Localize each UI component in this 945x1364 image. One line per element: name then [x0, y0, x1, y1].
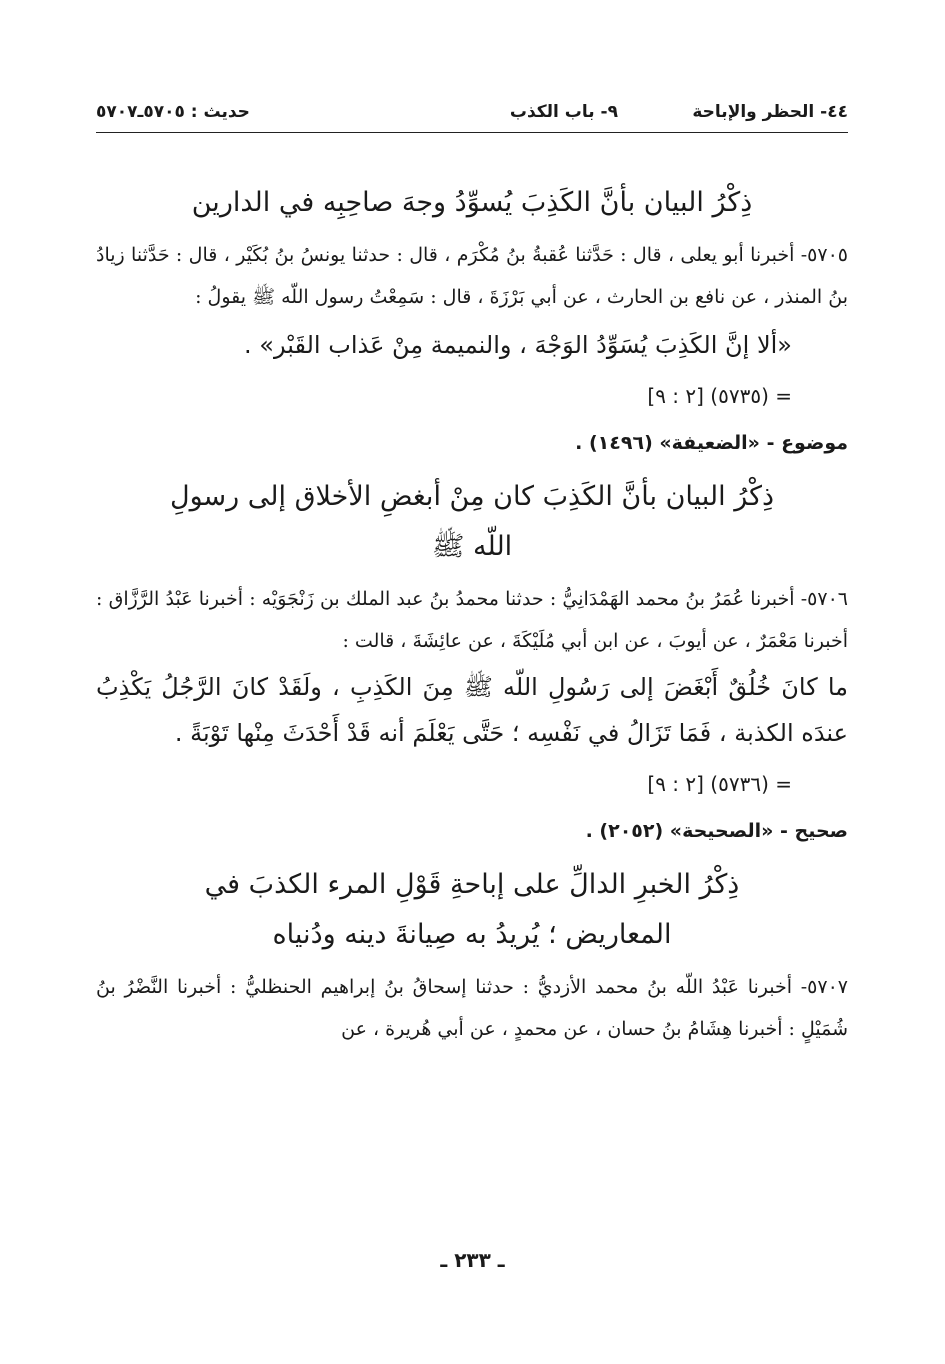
- section-title-line: اللّه ﷺ: [431, 531, 513, 562]
- isnad-paragraph: ٥٧٠٦- أخبرنا عُمَرُ بنُ محمد الهَمْدَانِيُّ : حدثنا محمدُ بنُ عبد الملك بن زَنْجَوَيْه : أخبرنا عَبْدُ الرَّزَّاق : أخبرنا مَعْمَرٌ ، عن أيوبَ ، عن ابن أبي مُلَيْكَةَ ، عن عائِشَةَ ، قالت :: [96, 588, 848, 652]
- isnad-paragraph: ٥٧٠٥- أخبرنا أبو يعلى ، قال : حَدَّثنا عُقبةُ بنُ مُكْرَم ، قال : حدثنا يونسُ بنُ بُكَيْر ، قال : حَدَّثنا زيادُ بنُ المنذر ، عن نافع بن الحارث ، عن أبي بَرْزَةَ ، قال : سَمِعْتُ رسول اللّه ﷺ يقولُ :: [96, 244, 848, 308]
- section-title-line: المعاريض ؛ يُريدُ به صِيانةَ دينه ودُنياه: [272, 919, 672, 950]
- grading: موضوع - «الضعيفة» (١٤٩٦) .: [575, 432, 848, 454]
- hadith-range: حديث : ٥٧٠٥ـ٥٧٠٧: [96, 102, 250, 122]
- isnad-paragraph: ٥٧٠٧- أخبرنا عَبْدُ اللّه بنُ محمد الأزديُّ : حدثنا إسحاقُ بنُ إبراهيم الحنظليُّ : أخبرنا النَّضْرُ بنُ شُمَيْلٍ : أخبرنا هِشَامُ بنُ حسان ، عن محمدٍ ، عن أبي هُريرة ، عن: [96, 976, 848, 1040]
- section-title: [96, 178, 848, 228]
- running-header: [96, 96, 848, 133]
- section-title: [96, 472, 848, 572]
- section-title-line: ذِكْرُ البيان بأنَّ الكَذِبَ يُسوِّدُ وجهَ صاحِبِه في الدارين: [191, 187, 753, 218]
- hadith-text: ما كانَ خُلُقٌ أَبْغَضَ إلى رَسُولِ اللّه ﷺ مِنَ الكَذِبِ ، ولَقَدْ كانَ الرَّجُلُ يَكْذِبُ عندَه الكذبة ، فَمَا تَزَالُ في نَفْسِه ؛ حَتَّى يَعْلَمَ أنه قَدْ أَحْدَثَ مِنْها تَوْبَةً .: [96, 673, 848, 747]
- section-title: [96, 860, 848, 960]
- chapter-title: ٩- باب الكذب: [509, 102, 618, 122]
- section-title-line: ذِكْرُ الخبرِ الدالِّ على إباحةِ قَوْلِ المرء الكذبَ في: [204, 869, 740, 900]
- hadith-text: «ألا إنَّ الكَذِبَ يُسَوِّدُ الوَجْهَ ، والنميمة مِنْ عَذاب القَبْر» .: [244, 331, 792, 359]
- grading: صحيح - «الصحيحة» (٢٠٥٢) .: [585, 820, 848, 842]
- cross-reference: = (٥٧٣٦) [٢ : ٩]: [647, 772, 792, 796]
- book-title: ٤٤- الحظر والإباحة: [692, 102, 848, 122]
- section-title-line: ذِكْرُ البيان بأنَّ الكَذِبَ كان مِنْ أبغضِ الأخلاق إلى رسولِ: [169, 481, 775, 512]
- page-number: ـ ٢٣٣ ـ: [440, 1248, 505, 1272]
- cross-reference: = (٥٧٣٥) [٢ : ٩]: [647, 384, 792, 408]
- page-body: [96, 170, 848, 1050]
